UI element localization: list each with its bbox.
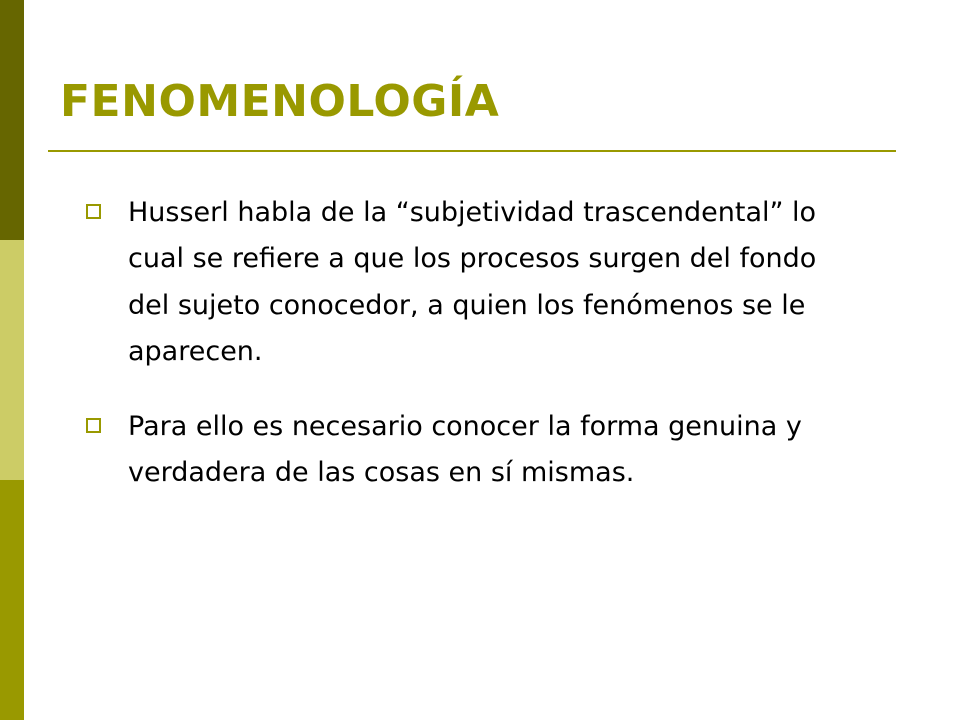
accent-bar-segment-bottom: [0, 480, 24, 720]
left-accent-bar: [0, 0, 24, 720]
accent-bar-segment-middle: [0, 240, 24, 480]
slide-title: FENOMENOLOGÍA: [60, 76, 500, 127]
accent-bar-segment-top: [0, 0, 24, 240]
hollow-square-bullet-icon: [86, 204, 101, 219]
title-underline-rule: [48, 150, 896, 152]
bullet-text: Husserl habla de la “subjetividad trascendental” lo cual se refiere a que los procesos surgen del fondo del sujeto conocedor, a quien los fenómenos se le aparecen.: [128, 197, 817, 368]
hollow-square-bullet-icon: [86, 418, 101, 433]
bullet-text: Para ello es necesario conocer la forma genuina y verdadera de las cosas en sí mismas.: [128, 410, 802, 489]
bullet-item: [86, 190, 866, 376]
bullet-item: [86, 404, 866, 497]
bullet-list: [86, 190, 866, 497]
